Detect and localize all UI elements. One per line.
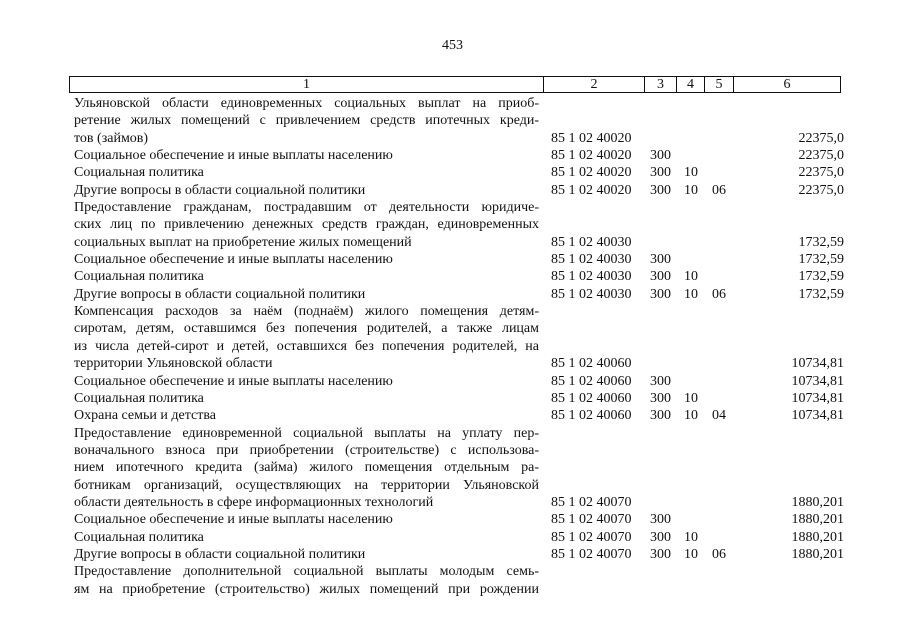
row-amount: 1880,201 — [791, 546, 844, 562]
row-description: области деятельность в сфере информационных технологий — [74, 494, 434, 510]
row-section: 10 — [684, 286, 698, 302]
row-description: территории Ульяновской области — [74, 356, 273, 372]
table-row — [0, 355, 905, 372]
row-subsection: 06 — [712, 286, 726, 302]
row-description: социальных выплат на приобретение жилых помещений — [74, 234, 412, 250]
row-description: ям на приобретение (строительство) жилых помещений при рождении — [74, 581, 539, 597]
table-row — [0, 390, 905, 407]
table-row — [0, 529, 905, 546]
row-classification-code: 85 1 02 40030 — [551, 286, 632, 302]
row-expense-type: 300 — [650, 252, 671, 268]
page-number: 453 — [442, 38, 463, 53]
table-row — [0, 112, 905, 129]
row-expense-type: 300 — [650, 165, 671, 181]
table-row — [0, 338, 905, 355]
row-description: Другие вопросы в области социальной политики — [74, 286, 366, 302]
table-row — [0, 320, 905, 337]
row-description: нием ипотечного кредита (займа) жилого помещения отдельным ра- — [74, 460, 539, 476]
row-amount: 1732,59 — [798, 234, 844, 250]
table-row — [0, 130, 905, 147]
column-header-4: 4 — [677, 77, 705, 93]
row-description: Социальная политика — [74, 165, 204, 181]
column-header-table — [69, 76, 841, 93]
table-row — [0, 164, 905, 181]
row-subsection: 06 — [712, 182, 726, 198]
column-header-3: 3 — [645, 77, 677, 93]
table-row — [0, 234, 905, 251]
table-row — [0, 286, 905, 303]
row-amount: 1732,59 — [798, 286, 844, 302]
row-expense-type: 300 — [650, 408, 671, 424]
table-row — [0, 442, 905, 459]
row-expense-type: 300 — [650, 148, 671, 164]
row-amount: 22375,0 — [798, 148, 844, 164]
table-row — [0, 147, 905, 164]
row-amount: 1880,201 — [791, 494, 844, 510]
table-row — [0, 581, 905, 598]
row-description: Социальная политика — [74, 390, 204, 406]
row-description: Предоставление гражданам, пострадавшим от деятельности юридиче- — [74, 200, 539, 216]
row-amount: 10734,81 — [791, 356, 844, 372]
table-row — [0, 182, 905, 199]
row-expense-type: 300 — [650, 286, 671, 302]
column-header-1: 1 — [70, 77, 544, 93]
row-description: ботникам организаций, осуществляющих на территории Ульяновской — [74, 477, 539, 493]
row-classification-code: 85 1 02 40060 — [551, 408, 632, 424]
row-description: Социальное обеспечение и иные выплаты населению — [74, 252, 393, 268]
row-classification-code: 85 1 02 40070 — [551, 494, 632, 510]
row-section: 10 — [684, 269, 698, 285]
row-amount: 10734,81 — [791, 408, 844, 424]
row-expense-type: 300 — [650, 512, 671, 528]
row-amount: 1880,201 — [791, 529, 844, 545]
row-amount: 22375,0 — [798, 165, 844, 181]
row-classification-code: 85 1 02 40020 — [551, 165, 632, 181]
table-row — [0, 199, 905, 216]
row-expense-type: 300 — [650, 182, 671, 198]
row-section: 10 — [684, 390, 698, 406]
row-expense-type: 300 — [650, 269, 671, 285]
row-section: 10 — [684, 165, 698, 181]
table-row — [0, 511, 905, 528]
row-classification-code: 85 1 02 40070 — [551, 512, 632, 528]
row-expense-type: 300 — [650, 390, 671, 406]
row-description: Другие вопросы в области социальной политики — [74, 182, 366, 198]
row-description: Социальное обеспечение и иные выплаты населению — [74, 512, 393, 528]
row-amount: 1880,201 — [791, 512, 844, 528]
row-amount: 22375,0 — [798, 182, 844, 198]
row-expense-type: 300 — [650, 546, 671, 562]
table-row — [0, 546, 905, 563]
row-classification-code: 85 1 02 40020 — [551, 130, 632, 146]
row-description: Социальное обеспечение и иные выплаты населению — [74, 148, 393, 164]
table-row — [0, 251, 905, 268]
table-row — [0, 95, 905, 112]
row-classification-code: 85 1 02 40070 — [551, 546, 632, 562]
row-classification-code: 85 1 02 40070 — [551, 529, 632, 545]
row-description: ских лиц по привлечению денежных средств граждан, единовременных — [74, 217, 539, 233]
row-subsection: 04 — [712, 408, 726, 424]
column-header-5: 5 — [705, 77, 734, 93]
row-amount: 10734,81 — [791, 373, 844, 389]
row-section: 10 — [684, 408, 698, 424]
table-row — [0, 373, 905, 390]
row-description: ретение жилых помещений с привлечением средств ипотечных креди- — [74, 113, 539, 129]
row-description: Социальное обеспечение и иные выплаты населению — [74, 373, 393, 389]
column-header-6: 6 — [734, 77, 841, 93]
row-section: 10 — [684, 182, 698, 198]
row-amount: 1732,59 — [798, 269, 844, 285]
row-amount: 22375,0 — [798, 130, 844, 146]
row-amount: 1732,59 — [798, 252, 844, 268]
row-classification-code: 85 1 02 40060 — [551, 356, 632, 372]
row-description: из числа детей-сирот и детей, оставшихся без попечения родителей, на — [74, 338, 539, 354]
row-description: Компенсация расходов за наём (поднаём) жилого помещения детям- — [74, 304, 539, 320]
budget-rows — [0, 95, 905, 598]
row-description: Социальная политика — [74, 269, 204, 285]
row-amount: 10734,81 — [791, 390, 844, 406]
row-description: Другие вопросы в области социальной политики — [74, 546, 366, 562]
row-section: 10 — [684, 529, 698, 545]
row-description: Охрана семьи и детства — [74, 408, 216, 424]
table-row — [0, 494, 905, 511]
row-classification-code: 85 1 02 40020 — [551, 182, 632, 198]
table-row — [0, 268, 905, 285]
row-description: Социальная политика — [74, 529, 204, 545]
row-classification-code: 85 1 02 40060 — [551, 373, 632, 389]
column-header-2: 2 — [544, 77, 645, 93]
row-description: сиротам, детям, оставшимся без попечения родителей, а также лицам — [74, 321, 539, 337]
table-row — [0, 303, 905, 320]
row-classification-code: 85 1 02 40030 — [551, 234, 632, 250]
row-classification-code: 85 1 02 40030 — [551, 269, 632, 285]
table-row — [0, 459, 905, 476]
row-classification-code: 85 1 02 40020 — [551, 148, 632, 164]
table-row — [0, 407, 905, 424]
row-expense-type: 300 — [650, 373, 671, 389]
row-description: тов (займов) — [74, 130, 149, 146]
row-description: воначального взноса при приобретении (строительстве) с использова- — [74, 442, 539, 458]
row-description: Ульяновской области единовременных социальных выплат на приоб- — [74, 96, 539, 111]
row-description: Предоставление дополнительной социальной выплаты молодым семь- — [74, 564, 539, 580]
table-row — [0, 425, 905, 442]
row-subsection: 06 — [712, 546, 726, 562]
table-row — [0, 563, 905, 580]
row-description: Предоставление единовременной социальной выплаты на уплату пер- — [74, 425, 539, 441]
row-section: 10 — [684, 546, 698, 562]
table-row — [0, 216, 905, 233]
table-row — [0, 477, 905, 494]
row-expense-type: 300 — [650, 529, 671, 545]
row-classification-code: 85 1 02 40060 — [551, 390, 632, 406]
row-classification-code: 85 1 02 40030 — [551, 252, 632, 268]
